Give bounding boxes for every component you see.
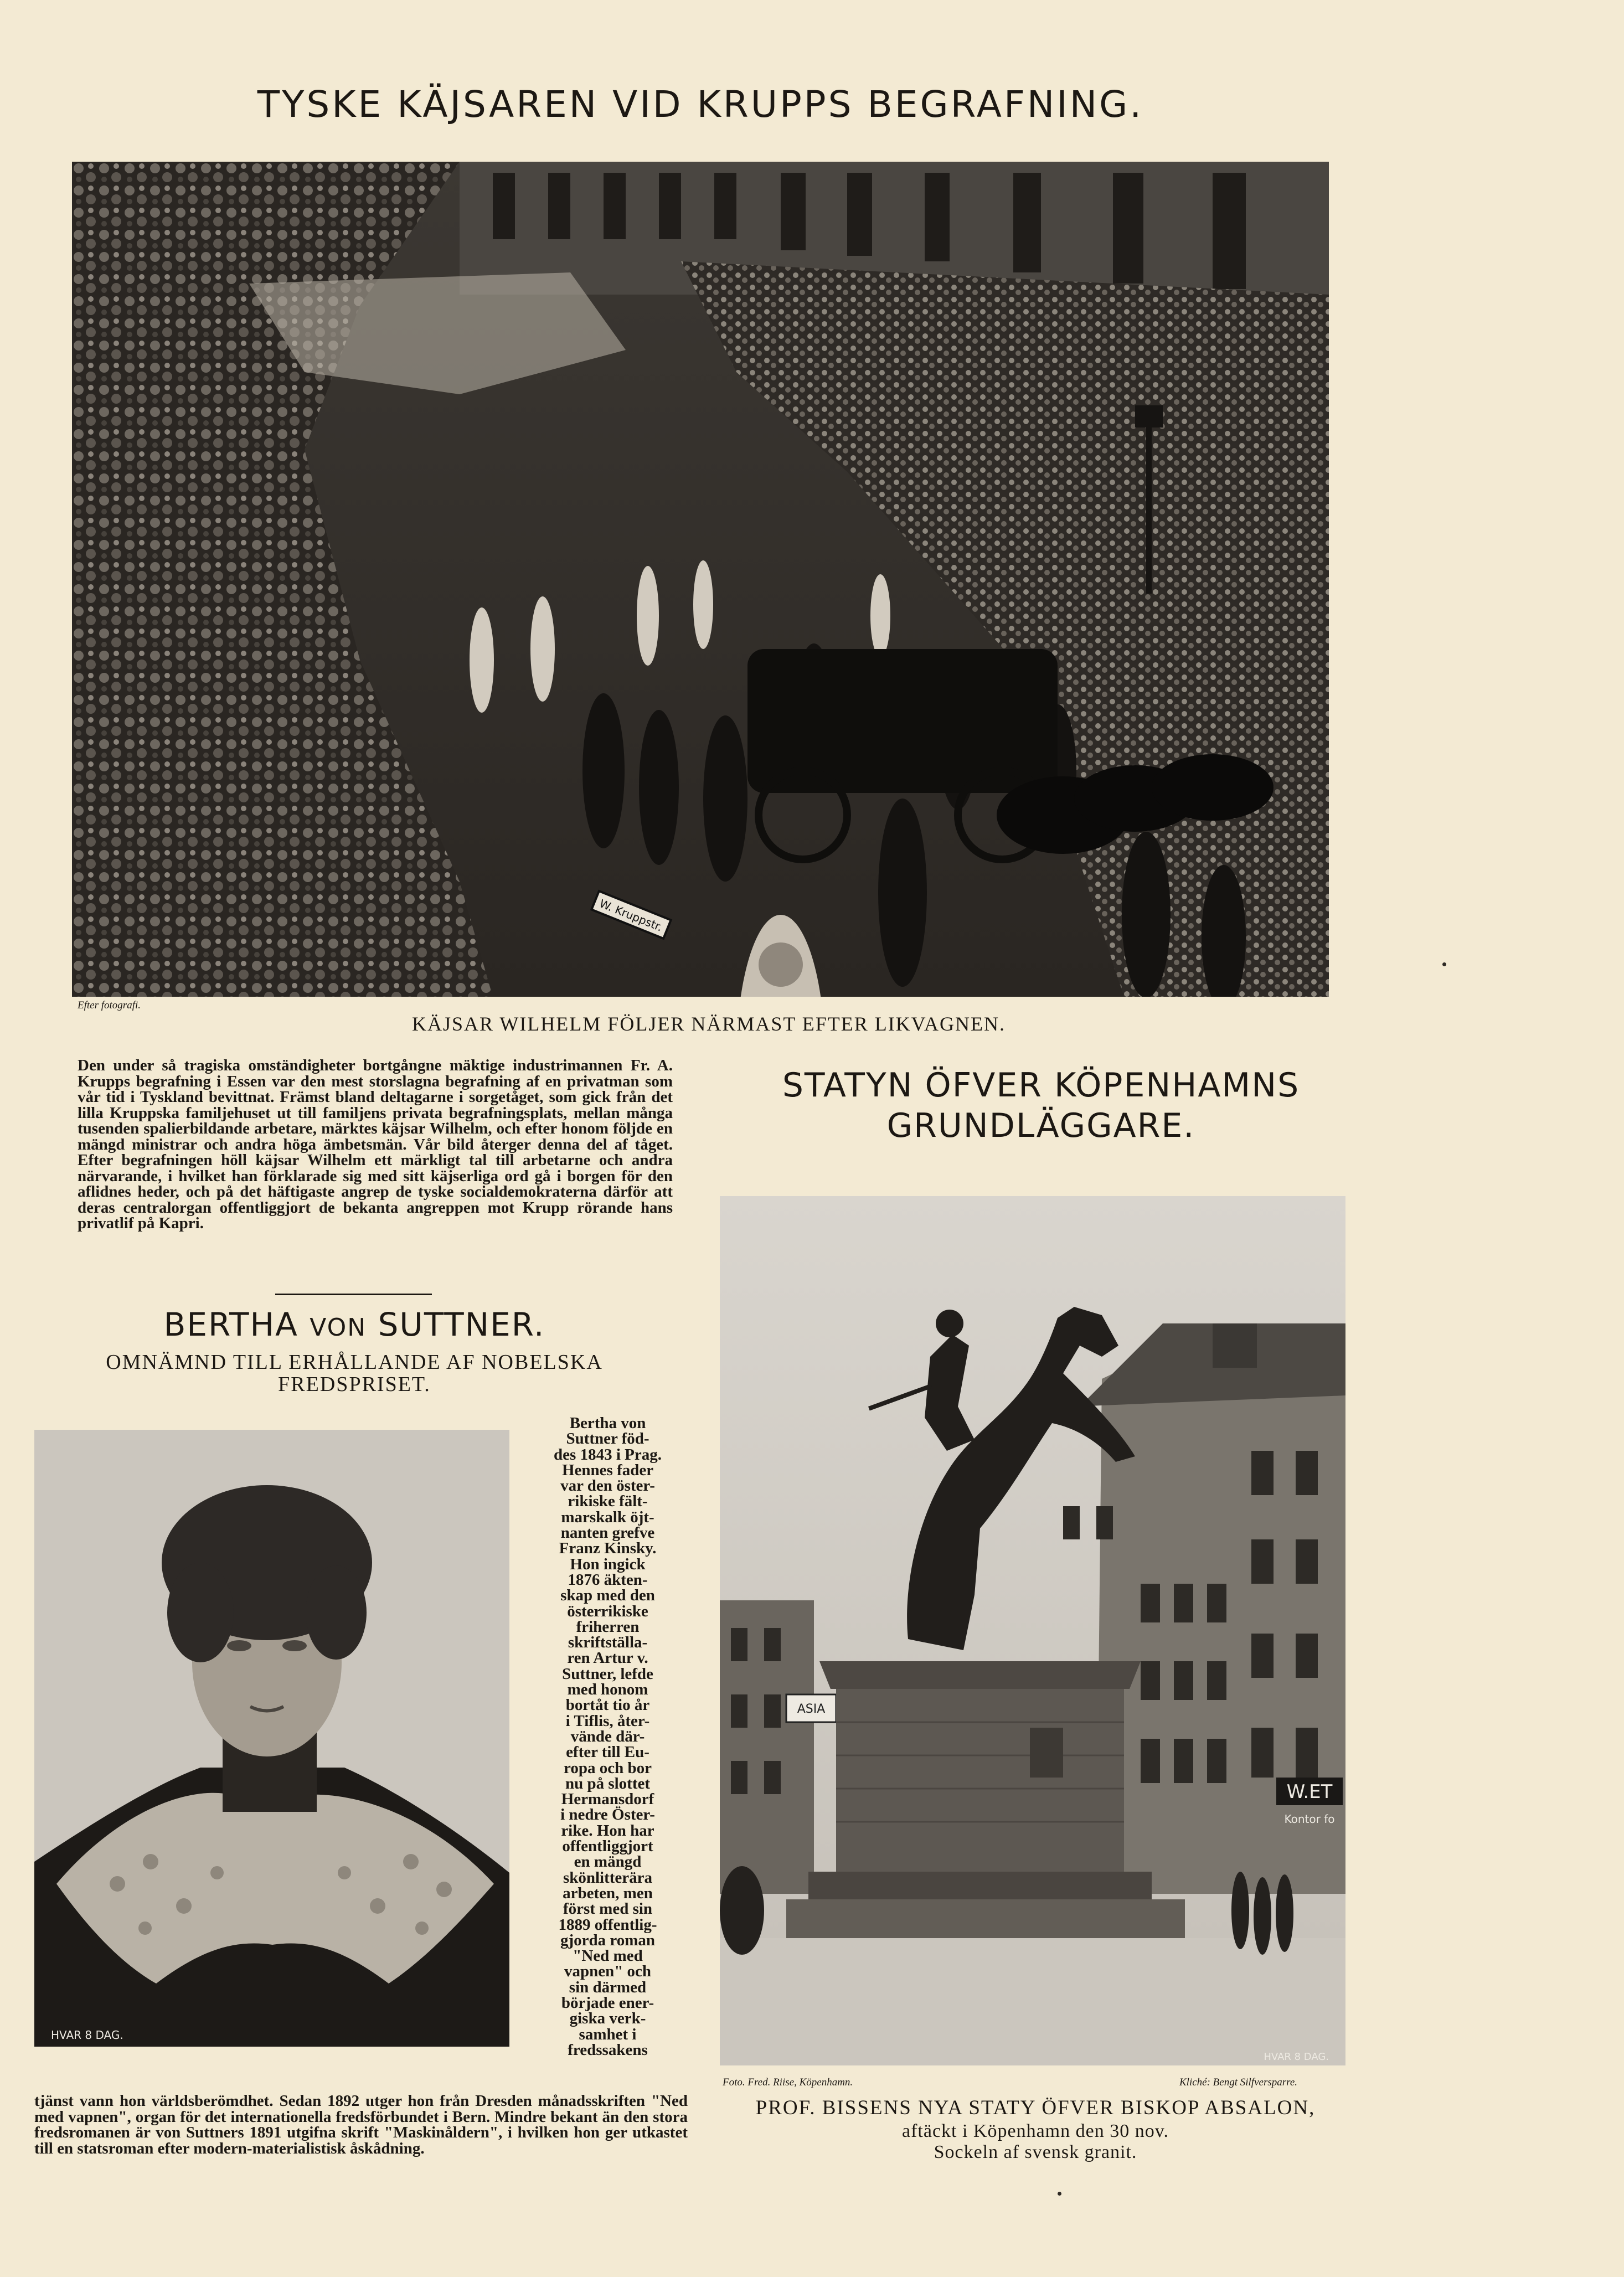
bio-line: offentliggjort xyxy=(562,1837,653,1856)
bio-line: vapnen" och xyxy=(564,1962,652,1981)
statue-caption-line1: PROF. BISSENS NYA STATY ÖFVER BISKOP ABSALON, xyxy=(755,2096,1316,2119)
funeral-caption: KÄJSAR WILHELM FÖLJER NÄRMAST EFTER LIKVAGNEN. xyxy=(411,1013,1006,1035)
bio-line: Hermansdorf xyxy=(561,1790,654,1809)
bertha-heading-surname: SUTTNER. xyxy=(378,1306,545,1343)
bio-line: en mängd xyxy=(574,1853,642,1871)
bio-line: nanten grefve xyxy=(560,1524,655,1542)
margin-mark xyxy=(1442,962,1446,966)
bio-line: Hennes fader xyxy=(561,1461,654,1479)
bertha-von-suttner-portrait xyxy=(34,1430,509,2047)
bio-line: österrikiske xyxy=(567,1602,648,1620)
bio-line: rike. Hon har xyxy=(561,1821,654,1840)
bio-line: efter till Eu- xyxy=(566,1743,649,1761)
bio-line: med honom xyxy=(567,1681,648,1699)
bio-line: "Ned med xyxy=(573,1947,643,1965)
bertha-heading-von: VON xyxy=(310,1313,367,1342)
wet-sign: W.ET xyxy=(1286,1781,1333,1803)
statue-caption-line2: aftäckt i Köpenhamn den 30 nov. xyxy=(902,2121,1169,2141)
statue-heading-line1: STATYN ÖFVER KÖPENHAMNS xyxy=(782,1066,1300,1105)
bio-line: började ener- xyxy=(561,1993,654,2012)
bertha-subheading-line1: OMNÄMND TILL ERHÅLLANDE AF NOBELSKA xyxy=(106,1351,603,1374)
bertha-biography-column xyxy=(529,1415,687,2058)
statue-photo-watermark: HVAR 8 DAG. xyxy=(1264,2051,1329,2063)
statue-photo-credit: Foto. Fred. Riise, Köpenhamn. xyxy=(723,2077,853,2088)
bio-line: bortåt tio år xyxy=(565,1696,650,1714)
funeral-photo-credit: Efter fotografi. xyxy=(78,1000,141,1011)
bio-line: Suttner föd- xyxy=(566,1430,649,1448)
bertha-heading xyxy=(78,1306,631,1343)
bio-line: friherren xyxy=(576,1617,640,1636)
asia-sign: ASIA xyxy=(797,1702,826,1716)
bio-line: vände där- xyxy=(570,1727,645,1745)
kontor-sign: Kontor fo xyxy=(1284,1812,1335,1826)
bio-line: skriftställa- xyxy=(568,1634,648,1652)
bertha-heading-first: BERTHA xyxy=(163,1306,298,1343)
bio-line: rikiske fält- xyxy=(568,1492,648,1511)
bio-line: först med sin xyxy=(563,1900,653,1918)
bio-line: ropa och bor xyxy=(564,1759,652,1777)
bio-line: ren Artur v. xyxy=(567,1649,648,1667)
funeral-procession-photo xyxy=(72,162,1329,997)
bio-line: arbeten, men xyxy=(563,1884,653,1902)
bio-line: skap med den xyxy=(560,1586,655,1605)
bio-line: i nedre Öster- xyxy=(560,1806,655,1824)
bio-line: 1876 äkten- xyxy=(568,1570,648,1589)
bio-line: sin därmed xyxy=(569,1978,647,1996)
bio-line: samhet i xyxy=(579,2025,637,2043)
bio-line: nu på slottet xyxy=(565,1774,651,1792)
bertha-subheading-line2: FREDSPRISET. xyxy=(278,1373,431,1396)
bio-line: fredssakens xyxy=(568,2041,648,2059)
bio-line: des 1843 i Prag. xyxy=(554,1445,662,1464)
bio-line: Franz Kinsky. xyxy=(559,1539,657,1558)
bio-line: gjorda roman xyxy=(560,1931,656,1949)
bio-line: skönlitterära xyxy=(563,1868,653,1887)
portrait-watermark: HVAR 8 DAG. xyxy=(51,2028,123,2042)
statue-cliche-credit: Kliché: Bengt Silfversparre. xyxy=(1179,2077,1297,2088)
statue-caption-line3: Sockeln af svensk granit. xyxy=(934,2142,1137,2162)
funeral-article-text: Den under så tragiska omständigheter bortgångne mäktige industrimannen Fr. A. Krupps begrafning i Essen var den mest storslagna begrafning af en privatman som vår tid i Tyskland bevittnat. Främst bland deltagarne i sorgetåget, som gick från det lilla Kruppska familjehuset ut till familjens privata begrafningsplats, mellan många tusenden spalierbildande arbetare, märktes käjsar Wilhelm, och efter honom följde en mängd ministrar och andra höga ämbetsmän. Vår bild återger denna del af tåget. Efter begrafningen höll käjsar Wilhelm ett märkligt tal till arbetarne och andra närvarande, i hvilket han förklarade sig med sitt käjserliga ord gå i borgen för den aflidnes heder, och på det häftigaste angrep de tyske socialdemokraterna därför att deras centralorgan offentliggjort de bekanta angreppen mot Krupp rörande hans privatlif på Kapri. xyxy=(78,1057,673,1232)
statue-heading-line2: GRUNDLÄGGARE. xyxy=(886,1106,1195,1145)
bertha-biography-continued: tjänst vann hon världsberömdhet. Sedan 1892 utger hon från Dresden månadsskriften "Ned med vapnen", organ för det internationella fredsförbundet i Bern. Mindre bekant än den stora fredsromanen är von Suttners 1891 utgifna skrift "Maskinåldern", i hvilken hon ger utkastet till en statsroman efter modern-materialistisk åskådning. xyxy=(34,2092,688,2157)
bio-line: var den öster- xyxy=(560,1477,655,1495)
absalon-statue-photo xyxy=(720,1196,1345,2065)
section-divider xyxy=(275,1294,432,1295)
street-sign: W. Kruppstr. xyxy=(597,897,665,934)
bio-line: i Tiflis, åter- xyxy=(565,1712,650,1730)
bio-line: Suttner, lefde xyxy=(562,1665,653,1683)
bio-line: Hon ingick xyxy=(570,1555,646,1573)
bio-line: 1889 offentlig- xyxy=(558,1915,657,1934)
bio-line: marskalk öjt- xyxy=(561,1508,654,1526)
margin-mark xyxy=(1058,2192,1061,2196)
bio-line: giska verk- xyxy=(569,2010,646,2028)
page-title: TYSKE KÄJSAREN VID KRUPPS BEGRAFNING. xyxy=(257,83,1144,126)
bio-line: Bertha von xyxy=(569,1414,646,1432)
